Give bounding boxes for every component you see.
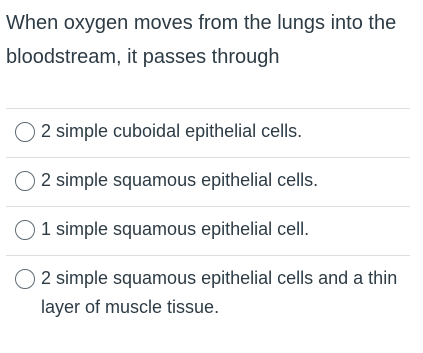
answer-label-1: 2 simple cuboidal epithelial cells. [41, 121, 303, 141]
answer-option-2[interactable] [6, 157, 410, 206]
answer-list [6, 108, 410, 327]
answer-option-1[interactable] [6, 108, 410, 157]
answer-option-3[interactable] [6, 206, 410, 255]
question-text: When oxygen moves from the lungs into the bloodstream, it passes through [6, 12, 397, 68]
answer-label-3: 1 simple squamous epithelial cell. [41, 219, 310, 239]
answer-label-2: 2 simple squamous epithelial cells. [41, 170, 319, 190]
radio-button-3[interactable] [15, 220, 35, 240]
answer-option-4[interactable] [6, 255, 410, 327]
radio-button-2[interactable] [15, 171, 35, 191]
radio-button-4[interactable] [15, 269, 35, 289]
answer-label-4: 2 simple squamous epithelial cells and a thin layer of muscle tissue. [41, 268, 398, 317]
radio-button-1[interactable] [15, 122, 35, 142]
